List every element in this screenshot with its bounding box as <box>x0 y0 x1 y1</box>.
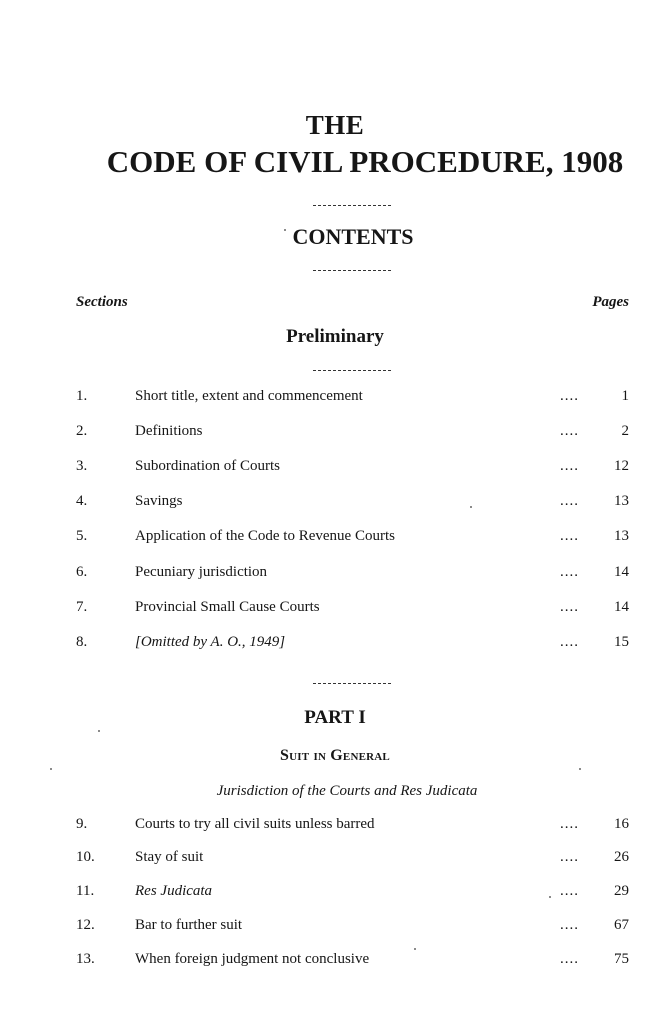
section-number: 1. <box>76 388 88 404</box>
divider-rule <box>313 205 391 206</box>
section-number: 5. <box>76 528 88 544</box>
section-heading-preliminary: Preliminary <box>286 326 384 347</box>
page-number: 75 <box>614 951 629 967</box>
leader-dots: .... <box>560 528 579 544</box>
page-number: 13 <box>614 493 629 509</box>
section-number: 2. <box>76 423 88 439</box>
leader-dots: .... <box>560 423 579 439</box>
column-header-pages: Pages <box>592 294 629 310</box>
toc-row <box>0 951 670 973</box>
leader-dots: .... <box>560 564 579 580</box>
toc-row <box>0 528 670 550</box>
toc-row <box>0 634 670 656</box>
toc-row <box>0 917 670 939</box>
scan-speck <box>470 506 472 508</box>
page-number: 16 <box>614 816 629 832</box>
section-title: Bar to further suit <box>135 917 243 933</box>
title-line-1: THE <box>305 110 365 140</box>
section-number: 4. <box>76 493 88 509</box>
leader-dots: .... <box>560 634 579 650</box>
leader-dots: .... <box>560 917 579 933</box>
divider-rule <box>313 683 391 684</box>
section-number: 11. <box>76 883 95 899</box>
section-title: [Omitted by A. O., 1949] <box>135 634 286 650</box>
toc-row <box>0 849 670 871</box>
title-line-2: CODE OF CIVIL PROCEDURE, 1908 <box>106 144 624 179</box>
section-title: Short title, extent and commencement <box>135 388 363 404</box>
part-heading: PART I <box>304 707 366 728</box>
scan-speck <box>414 948 416 950</box>
page-number: 67 <box>614 917 629 933</box>
leader-dots: .... <box>560 599 579 615</box>
section-title: Provincial Small Cause Courts <box>135 599 320 615</box>
section-title: Res Judicata <box>135 883 213 899</box>
toc-row <box>0 599 670 621</box>
section-number: 7. <box>76 599 88 615</box>
part-subheading: Jurisdiction of the Courts and Res Judicata <box>216 783 478 799</box>
page-number: 14 <box>614 599 629 615</box>
scan-speck <box>50 768 52 770</box>
section-title: Definitions <box>135 423 203 439</box>
page-number: 2 <box>621 423 629 439</box>
page-number: 29 <box>614 883 629 899</box>
contents-heading: CONTENTS <box>292 224 414 249</box>
page-number: 1 <box>621 388 629 404</box>
scan-speck <box>549 896 551 898</box>
toc-row <box>0 816 670 838</box>
leader-dots: .... <box>560 388 579 404</box>
page-number: 26 <box>614 849 629 865</box>
divider-rule <box>313 270 391 271</box>
section-number: 9. <box>76 816 88 832</box>
scan-speck <box>98 730 100 732</box>
section-title: Application of the Code to Revenue Courts <box>135 528 395 544</box>
leader-dots: .... <box>560 883 579 899</box>
page-number: 13 <box>614 528 629 544</box>
page-number: 12 <box>614 458 629 474</box>
scan-speck <box>579 768 581 770</box>
section-title: Pecuniary jurisdiction <box>135 564 268 580</box>
section-title: Savings <box>135 493 183 509</box>
toc-row <box>0 493 670 515</box>
section-number: 12. <box>76 917 95 933</box>
section-title: Courts to try all civil suits unless barred <box>135 816 375 832</box>
leader-dots: .... <box>560 849 579 865</box>
section-number: 3. <box>76 458 88 474</box>
section-number: 8. <box>76 634 88 650</box>
page-number: 15 <box>614 634 629 650</box>
toc-row <box>0 883 670 905</box>
section-number: 13. <box>76 951 95 967</box>
section-title: Subordination of Courts <box>135 458 280 474</box>
toc-row <box>0 564 670 586</box>
leader-dots: .... <box>560 816 579 832</box>
page-number: 14 <box>614 564 629 580</box>
scan-speck <box>284 229 286 231</box>
toc-row <box>0 423 670 445</box>
leader-dots: .... <box>560 951 579 967</box>
toc-row <box>0 388 670 410</box>
column-header-sections: Sections <box>76 294 128 310</box>
section-number: 6. <box>76 564 88 580</box>
leader-dots: .... <box>560 458 579 474</box>
leader-dots: .... <box>560 493 579 509</box>
section-number: 10. <box>76 849 95 865</box>
section-title: When foreign judgment not conclusive <box>135 951 370 967</box>
divider-rule <box>313 370 391 371</box>
section-title: Stay of suit <box>135 849 204 865</box>
toc-row <box>0 458 670 480</box>
part-subtitle: Suit in General <box>280 747 390 764</box>
